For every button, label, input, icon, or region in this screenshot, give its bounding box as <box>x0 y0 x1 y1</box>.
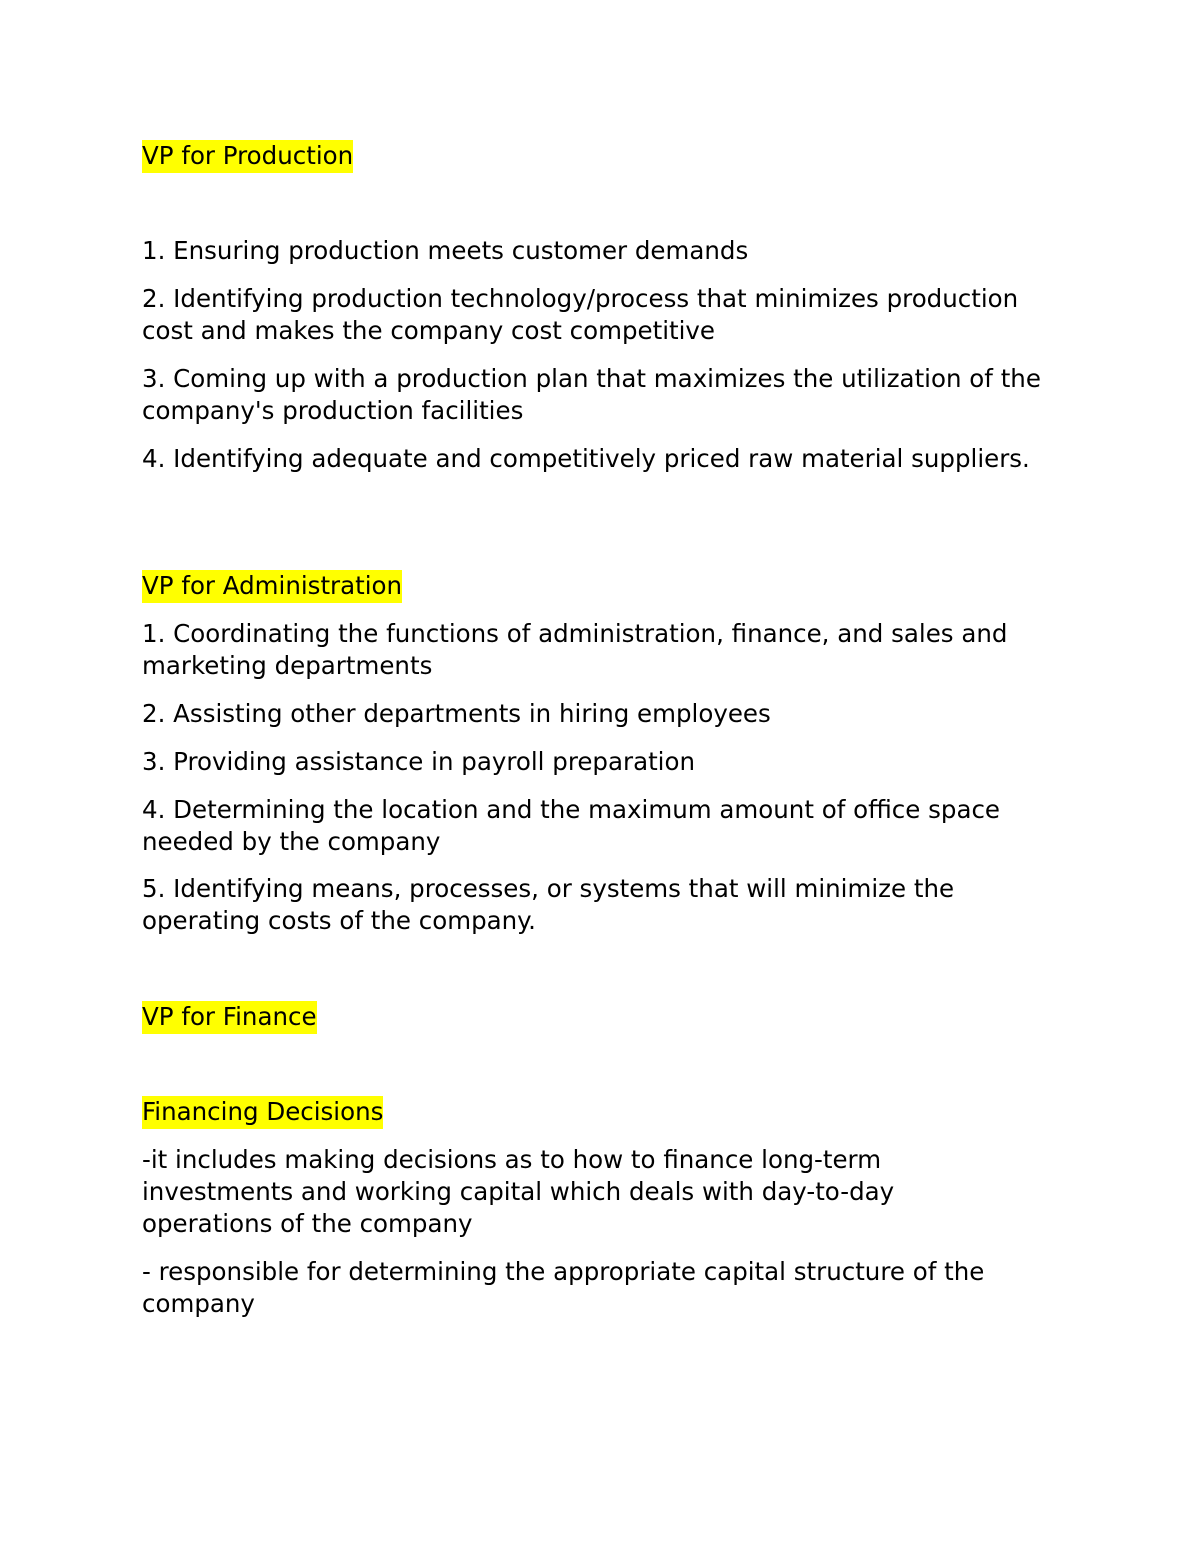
heading-highlight: VP for Finance <box>142 1001 317 1034</box>
administration-item-1: 1. Coordinating the functions of administration, finance, and sales and marketing departments <box>142 619 1008 680</box>
heading-highlight: VP for Production <box>142 140 353 173</box>
section-heading-administration <box>142 570 402 602</box>
production-item-1: 1. Ensuring production meets customer demands <box>142 236 749 265</box>
section-heading-finance <box>142 1001 317 1033</box>
administration-item-2: 2. Assisting other departments in hiring employees <box>142 699 771 728</box>
finance-item-1: -it includes making decisions as to how to finance long-term investments and working capital which deals with day-to-day operations of the company <box>142 1145 895 1238</box>
administration-item-3: 3. Providing assistance in payroll preparation <box>142 747 696 776</box>
production-item-3: 3. Coming up with a production plan that maximizes the utilization of the company's production facilities <box>142 364 1041 425</box>
administration-item-4: 4. Determining the location and the maximum amount of office space needed by the company <box>142 795 1001 856</box>
administration-item-5: 5. Identifying means, processes, or systems that will minimize the operating costs of the company. <box>142 874 955 935</box>
heading-highlight: VP for Administration <box>142 570 402 603</box>
subheading-highlight: Financing Decisions <box>142 1096 383 1129</box>
subheading-financing-decisions <box>142 1096 383 1128</box>
finance-item-2: - responsible for determining the appropriate capital structure of the company <box>142 1257 985 1318</box>
section-heading-production <box>142 140 353 172</box>
production-item-2: 2. Identifying production technology/process that minimizes production cost and makes the company cost competitive <box>142 284 1019 345</box>
production-item-4: 4. Identifying adequate and competitively priced raw material suppliers. <box>142 444 1030 473</box>
